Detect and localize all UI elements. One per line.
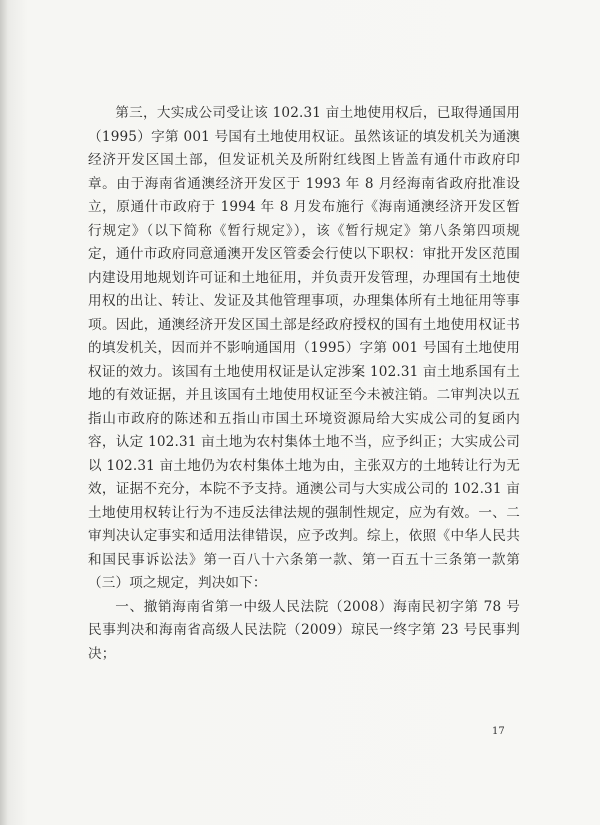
paragraph-ruling-reasoning: 第三，大实成公司受让该 102.31 亩土地使用权后，已取得通国用（1995）字第 001 号国有土地使用权证。虽然该证的填发机关为通澳经济开发区国土部，但发证机关及所附红线图上皆盖有通什市政府印章。由于海南省通澳经济开发区于 1993 年 8 月经海南省政府批准设立，原通什市政府于 1994 年 8 月发布施行《海南通澳经济开发区暂行规定》（以下简称《暂行规定》），该《暂行规定》第八条第四项规定，通什市政府同意通澳开发区管委会行使以下职权：审批开发区范围内建设用地规划许可证和土地征用，并负责开发管理，办理国有土地使用权的出让、转让、发证及其他管理事项，办理集体所有土地征用等事项。因此，通澳经济开发区国土部是经政府授权的国有土地使用权证书的填发机关，因而并不影响通国用（1995）字第 001 号国有土地使用权证的效力。该国有土地使用权证是认定涉案 102.31 亩土地系国有土地的有效证据，并且该国有土地使用权证至今未被注销。二审判决以五指山市政府的陈述和五指山市国土环境资源局给大实成公司的复函内容，认定 102.31 亩土地为农村集体土地不当，应予纠正；大实成公司以 102.31 亩土地仍为农村集体土地为由，主张双方的土地转让行为无效，证据不充分，本院不予支持。通澳公司与大实成公司的 102.31 亩土地使用权转让行为不违反法律法规的强制性规定，应为有效。一、二审判决认定事实和适用法律错误，应予改判。综上，依照《中华人民共和国民事诉讼法》第一百八十六条第一款、第一百五十三条第一款第（三）项之规定，判决如下： — [88, 105, 520, 591]
page-edge-shadow — [0, 0, 7, 825]
page-number: 17 — [492, 726, 505, 737]
document-body — [88, 102, 520, 666]
paragraph-judgment-item-one: 一、撤销海南省第一中级人民法院（2008）海南民初字第 78 号民事判决和海南省高级人民法院（2009）琼民一终字第 23 号民事判决； — [88, 598, 520, 662]
